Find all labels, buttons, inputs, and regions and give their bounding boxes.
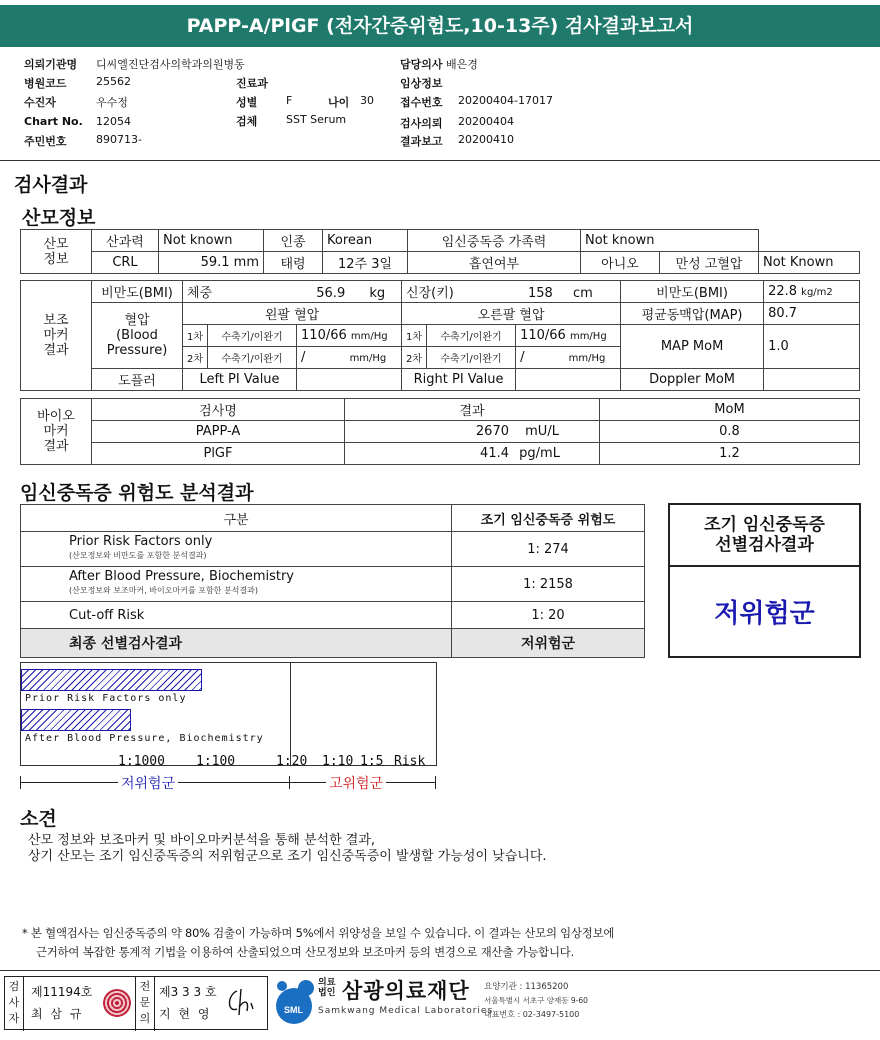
results-heading: 검사결과 [14, 174, 88, 196]
left-pi-label: Left PI Value [183, 369, 297, 391]
high-risk-label: 고위험군 [326, 773, 386, 793]
note-line-1: * 본 혈액검사는 임신중독증의 약 80% 검출이 가능하며 5%에서 위양성을 보일 수 있습니다. 이 결과는 산모의 임상정보에 [22, 926, 615, 940]
rrn: 890713- [96, 133, 142, 146]
sml-logo-icon [272, 976, 318, 1026]
axis-tick [20, 776, 21, 789]
family-label: 임신중독증 가족력 [408, 230, 581, 252]
risk-chart [20, 662, 437, 766]
left-pi-value [297, 369, 402, 391]
request-date: 20200404 [458, 115, 514, 128]
risk-row-value: 1: 274 [452, 532, 645, 567]
right-bp-2: / [520, 350, 525, 365]
tick-label: 1:20 [276, 754, 308, 769]
aux-table [20, 280, 860, 391]
screening-result-box [668, 503, 861, 658]
clinical-label: 임상정보 [400, 77, 443, 90]
specimen-label: 검체 [236, 115, 258, 128]
parity-label: 산과력 [92, 230, 159, 252]
prior-risk-bar [21, 669, 202, 691]
checker-name: 최 삼 규 [31, 1007, 84, 1021]
final-result-label: 최종 선별검사결과 [21, 629, 452, 658]
risk-row-label: Prior Risk Factors only [69, 534, 213, 549]
bio-result-cell [345, 443, 600, 465]
bmi-cell [764, 281, 860, 303]
sml-text: SML [284, 1005, 303, 1015]
risk-head-value: 조기 임신중독증 위험도 [452, 505, 645, 532]
after-bp-bar [21, 709, 131, 731]
divider [0, 160, 880, 161]
specialist-no: 제3 3 3 호 [159, 985, 217, 999]
left-bp-2: / [301, 350, 306, 365]
specimen: SST Serum [286, 113, 347, 126]
screening-result-value: 저위험군 [714, 599, 815, 629]
institution: 디씨엘진단검사의학과의원병동 [96, 58, 245, 71]
tick-label: Risk [394, 754, 426, 769]
tick-label: 1:1000 [118, 754, 165, 769]
bio-result-cell [345, 421, 600, 443]
tick-label: 1:10 [322, 754, 354, 769]
dept-label: 진료과 [236, 77, 268, 90]
signature-box [4, 976, 268, 1030]
bio-name: PlGF [92, 443, 345, 465]
doppler-mom-value [764, 369, 860, 391]
table-row [21, 443, 860, 465]
institution-label: 의뢰기관명 [24, 58, 78, 71]
map-label: 평균동맥압(MAP) [621, 303, 764, 325]
cutoff-line [290, 663, 291, 765]
comment-heading: 소견 [20, 808, 57, 830]
right2-cell [516, 347, 621, 369]
maternal-group-label: 산모 정보 [21, 230, 92, 274]
table-row [21, 532, 645, 567]
bio-unit: pg/mL [519, 446, 560, 461]
map: 80.7 [764, 303, 860, 325]
race-label: 인종 [264, 230, 323, 252]
bio-mom: 0.8 [600, 421, 860, 443]
maternal-table [20, 229, 860, 274]
footer-divider [0, 970, 880, 971]
signature-icon [223, 985, 263, 1021]
family-history: Not known [581, 230, 759, 252]
bio-unit: mU/L [525, 424, 559, 439]
reception-no: 20200404-17017 [458, 94, 553, 107]
bmi-label: 비만도(BMI) [621, 281, 764, 303]
tick-label: 1:100 [196, 754, 236, 769]
race: Korean [323, 230, 408, 252]
smoke-label: 흡연여부 [408, 252, 581, 274]
bio-head-mom: MoM [600, 399, 860, 421]
age: 30 [360, 94, 374, 107]
chart-no: 12054 [96, 115, 131, 128]
bp-label: 혈압 (Blood Pressure) [92, 303, 183, 369]
risk-head-category: 구분 [21, 505, 452, 532]
age-label: 나이 [328, 96, 350, 109]
prior-risk-bar-label: Prior Risk Factors only [25, 693, 187, 704]
note-line-2: 근거하여 복잡한 통계적 기법을 이용하여 산출되었으며 산모정보와 보조마커 등의 변경으로 재산출 가능합니다. [36, 945, 575, 959]
table-row [21, 567, 645, 602]
hospital-code-label: 병원코드 [24, 77, 67, 90]
sys-dia-label-right: 수축기/이완기 [427, 325, 516, 347]
risk-row-sub: (산모정보와 보조마커, 바이오마커를 포함한 분석결과) [69, 586, 258, 595]
patient-name: 우수정 [96, 96, 128, 109]
risk-row-value: 1: 20 [452, 602, 645, 629]
risk-row-label: Cut-off Risk [21, 602, 452, 629]
org-phone: 대표번호 : 02-3497-5100 [484, 1010, 580, 1019]
sys-dia-label: 수축기/이완기 [208, 325, 297, 347]
specialist-name: 지 현 영 [159, 1007, 212, 1021]
reception-label: 접수번호 [400, 96, 443, 109]
obesity-label: 비만도(BMI) [92, 281, 183, 303]
org-name: 삼광의료재단 [342, 979, 470, 1003]
tick-label: 1:5 [360, 754, 384, 769]
comment-line-2: 상기 산모는 조기 임신중독증의 저위험군으로 조기 임신중독증이 발생할 가능성이 낮습니다. [28, 849, 547, 864]
risk-table [20, 504, 645, 658]
doppler-label: 도플러 [92, 369, 183, 391]
sys-dia-label-right-2: 수축기/이완기 [427, 347, 516, 369]
weight-unit: kg [369, 286, 386, 301]
risk-heading: 임신중독증 위험도 분석결과 [20, 482, 254, 504]
doctor-label: 담당의사 [400, 58, 443, 71]
mmhg-unit: mm/Hg [349, 353, 387, 364]
bio-name: PAPP-A [92, 421, 345, 443]
report-label: 결과보고 [400, 135, 443, 148]
smoke: 아니오 [581, 252, 660, 274]
mapmom: 1.0 [764, 325, 860, 369]
request-label: 검사의뢰 [400, 117, 443, 130]
parity: Not known [159, 230, 264, 252]
weight: 56.9 [316, 286, 346, 301]
org-tag: 의료 법인 [318, 978, 336, 998]
height: 158 [528, 286, 553, 301]
right-bp-1: 110/66 [520, 328, 566, 343]
weight-label: 체중 [187, 286, 213, 301]
checker-label: 검사자 [5, 977, 24, 1031]
bmi: 22.8 [768, 284, 798, 299]
bio-table [20, 398, 860, 465]
after-bp-bar-label: After Blood Pressure, Biochemistry [25, 733, 264, 744]
sex-label: 성별 [236, 96, 258, 109]
report-date: 20200410 [458, 133, 514, 146]
org-english-name: Samkwang Medical Laboratories [318, 1006, 494, 1016]
axis-tick [435, 776, 436, 789]
specialist-label: 전문의 [135, 977, 155, 1031]
crl: 59.1 mm [159, 252, 264, 274]
second-label-right: 2차 [402, 347, 427, 369]
bio-value: 41.4 [480, 446, 509, 461]
low-risk-label: 저위험군 [118, 773, 178, 793]
left2-cell [297, 347, 402, 369]
risk-row-label: After Blood Pressure, Biochemistry [69, 569, 294, 584]
left-arm-label: 왼팔 혈압 [183, 303, 402, 325]
right-pi-label: Right PI Value [402, 369, 516, 391]
rrn-label: 주민번호 [24, 135, 67, 148]
hospital-code: 25562 [96, 75, 131, 88]
gestational-age: 12주 3일 [323, 252, 408, 274]
patient-info [24, 56, 864, 156]
mmhg-unit: mm/Hg [569, 331, 607, 342]
org-code: 요양기관 : 11365200 [484, 982, 569, 992]
htn: Not Known [759, 252, 860, 274]
report-title: PAPP-A/PlGF (전자간증위험도,10-13주) 검사결과보고서 [0, 5, 880, 47]
bio-value: 2670 [475, 424, 509, 439]
aux-group-label: 보조 마커 결과 [21, 281, 92, 391]
table-row [21, 421, 860, 443]
sys-dia-label-2: 수축기/이완기 [208, 347, 297, 369]
mmhg-unit: mm/Hg [350, 331, 388, 342]
weight-cell [183, 281, 402, 303]
ga-label: 태령 [264, 252, 323, 274]
first-label-right: 1차 [402, 325, 427, 347]
bio-head-test: 검사명 [92, 399, 345, 421]
sex: F [286, 94, 293, 107]
crl-label: CRL [92, 252, 159, 274]
checker-seal-icon [103, 989, 131, 1017]
risk-row-sub: (산모정보와 비만도를 포함한 분석결과) [69, 551, 207, 560]
final-result-value: 저위험군 [452, 629, 645, 658]
screening-result-title: 조기 임신중독증 선별검사결과 [670, 505, 859, 567]
patient-label: 수진자 [24, 96, 56, 109]
mapmom-label: MAP MoM [621, 325, 764, 369]
comment-line-1: 산모 정보와 보조마커 및 바이오마커분석을 통해 분석한 결과, [28, 833, 376, 848]
maternal-heading: 산모정보 [22, 207, 96, 229]
bmi-unit: kg/m2 [801, 287, 833, 298]
bio-mom: 1.2 [600, 443, 860, 465]
htn-label: 만성 고혈압 [660, 252, 759, 274]
org-address: 서울특별시 서초구 양재동 9-60 [484, 996, 588, 1005]
height-cell [402, 281, 621, 303]
risk-row-value: 1: 2158 [452, 567, 645, 602]
bio-group-label: 바이오 마커 결과 [21, 399, 92, 465]
left-bp-1: 110/66 [301, 328, 347, 343]
right-arm-label: 오른팔 혈압 [402, 303, 621, 325]
checker-no: 제11194호 [31, 985, 93, 999]
first-label: 1차 [183, 325, 208, 347]
bio-head-result: 결과 [345, 399, 600, 421]
height-label: 신장(키) [406, 286, 454, 301]
right-pi-value [516, 369, 621, 391]
table-row [21, 602, 645, 629]
second-label: 2차 [183, 347, 208, 369]
chart-label: Chart No. [24, 115, 83, 128]
right1-cell [516, 325, 621, 347]
doppler-mom-label: Doppler MoM [621, 369, 764, 391]
doctor: 배은경 [446, 58, 478, 71]
mmhg-unit: mm/Hg [568, 353, 606, 364]
height-unit: cm [572, 286, 593, 301]
left1-cell [297, 325, 402, 347]
